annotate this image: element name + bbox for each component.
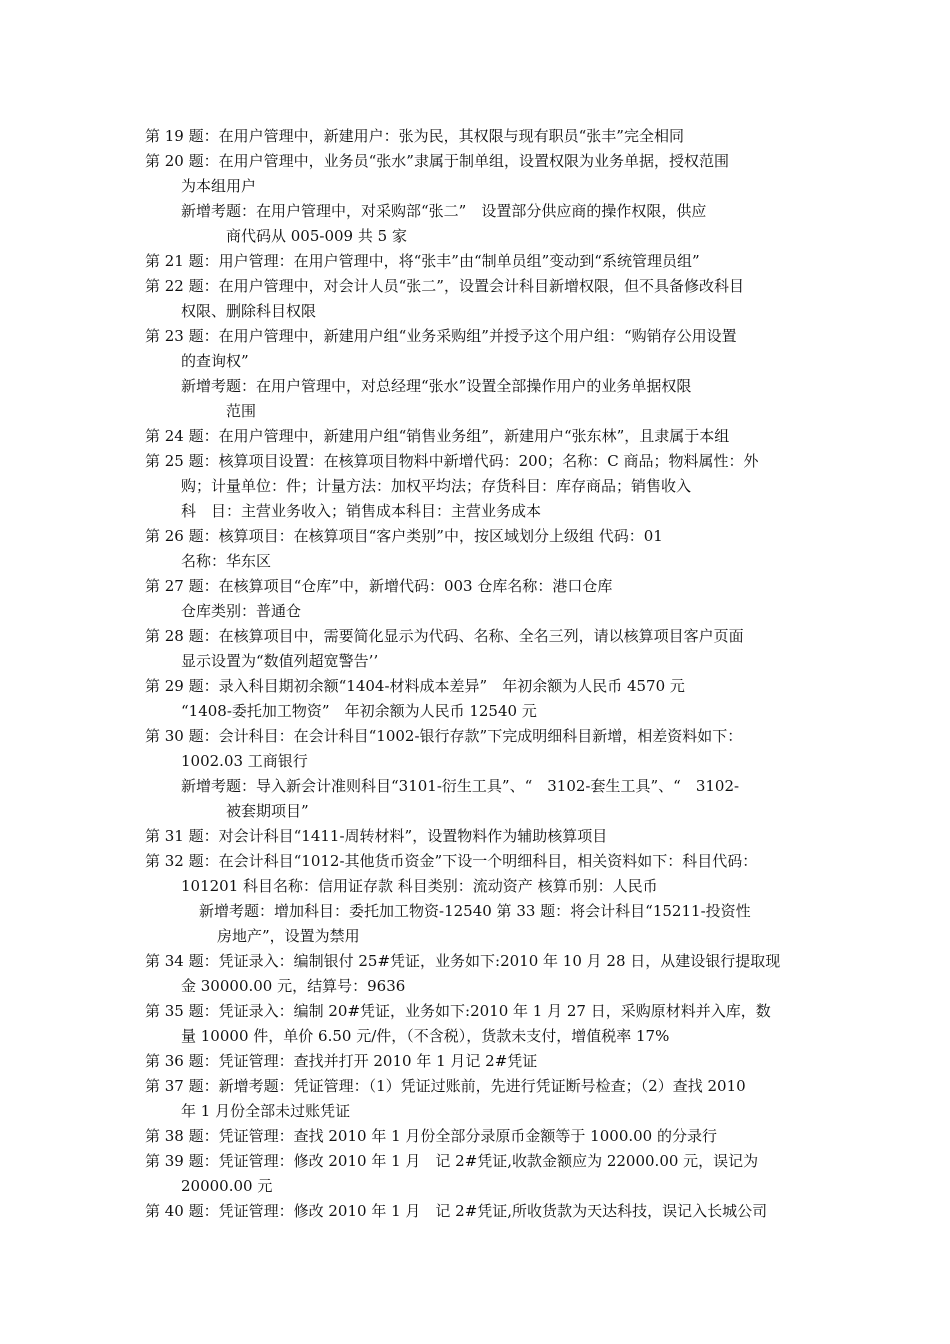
question-34-cont: 金 30000.00 元，结算号：9636 — [181, 977, 406, 995]
question-22-cont: 权限、删除科目权限 — [181, 302, 317, 320]
question-20: 第 20 题：在用户管理中，业务员“张水”隶属于制单组，设置权限为业务单据，授权范围 — [145, 152, 729, 170]
question-25-cont-1: 购；计量单位：件；计量方法：加权平均法；存货科目：库存商品；销售收入 — [181, 477, 692, 495]
question-23: 第 23 题：在用户管理中，新建用户组“业务采购组”并授予这个用户组：“购销存公用设置 — [145, 327, 737, 345]
question-26: 第 26 题：核算项目：在核算项目“客户类别”中，按区域划分上级组 代码：01 — [145, 527, 663, 545]
new-question-c-cont: 被套期项目” — [226, 802, 309, 820]
question-36: 第 36 题：凭证管理：查找并打开 2010 年 1 月记 2#凭证 — [145, 1052, 538, 1070]
question-38: 第 38 题：凭证管理：查找 2010 年 1 月份全部分录原币金额等于 1000.00 的分录行 — [145, 1127, 717, 1145]
question-28-cont: 显示设置为“数值列超宽警告’’ — [181, 652, 379, 670]
new-question-a-cont: 商代码从 005-009 共 5 家 — [226, 227, 407, 245]
question-28: 第 28 题：在核算项目中，需要简化显示为代码、名称、全名三列，请以核算项目客户页面 — [145, 627, 744, 645]
new-question-c: 新增考题：导入新会计准则科目“3101-衍生工具”、“ 3102-套生工具”、“ 3102- — [181, 777, 740, 795]
question-22: 第 22 题：在用户管理中，对会计人员“张二”，设置会计科目新增权限，但不具备修改科目 — [145, 277, 744, 295]
question-32: 第 32 题：在会计科目“1012-其他货币资金”下设一个明细科目，相关资料如下：科目代码： — [145, 852, 758, 870]
question-23-cont: 的查询权” — [181, 352, 249, 370]
question-25-cont-2: 科 目：主营业务收入；销售成本科目：主营业务成本 — [181, 502, 542, 520]
question-19: 第 19 题：在用户管理中，新建用户：张为民，其权限与现有职员“张丰”完全相同 — [145, 127, 684, 145]
question-29: 第 29 题：录入科目期初余额“1404-材料成本差异” 年初余额为人民币 4570 元 — [145, 677, 685, 695]
question-21: 第 21 题：用户管理：在用户管理中，将“张丰”由“制单员组”变动到“系统管理员组” — [145, 252, 700, 270]
new-question-b: 新增考题：在用户管理中，对总经理“张水”设置全部操作用户的业务单据权限 — [181, 377, 692, 395]
question-29-cont: “1408-委托加工物资” 年初余额为人民币 12540 元 — [181, 702, 537, 720]
question-25: 第 25 题：核算项目设置：在核算项目物料中新增代码：200；名称：C 商品；物料属性：外 — [145, 452, 759, 470]
new-question-d: 新增考题：增加科目：委托加工物资-12540 第 33 题：将会计科目“15211-投资性 — [199, 902, 751, 920]
new-question-d-cont: 房地产”，设置为禁用 — [217, 927, 360, 945]
question-37-cont: 年 1 月份全部未过账凭证 — [181, 1102, 351, 1120]
question-39: 第 39 题：凭证管理：修改 2010 年 1 月 记 2#凭证,收款金额应为 22000.00 元，误记为 — [145, 1152, 759, 1170]
question-24: 第 24 题：在用户管理中，新建用户组“销售业务组”，新建用户“张东林”，且隶属于本组 — [145, 427, 730, 445]
question-40: 第 40 题：凭证管理：修改 2010 年 1 月 记 2#凭证,所收货款为天达科技，误记入长城公司 — [145, 1202, 768, 1220]
question-34: 第 34 题：凭证录入：编制银付 25#凭证，业务如下:2010 年 10 月 28 日，从建设银行提取现 — [145, 952, 781, 970]
new-question-b-cont: 范围 — [226, 402, 257, 420]
question-30: 第 30 题：会计科目：在会计科目“1002-银行存款”下完成明细科目新增，相差资料如下： — [145, 727, 743, 745]
question-35-cont: 量 10000 件，单价 6.50 元/件，（不含税），货款未支付，增值税率 17% — [181, 1027, 670, 1045]
new-question-a: 新增考题：在用户管理中，对采购部“张二” 设置部分供应商的操作权限，供应 — [181, 202, 707, 220]
question-37: 第 37 题：新增考题：凭证管理：（1）凭证过账前，先进行凭证断号检查；（2）查找 2010 — [145, 1077, 746, 1095]
question-27: 第 27 题：在核算项目“仓库”中，新增代码：003 仓库名称：港口仓库 — [145, 577, 613, 595]
question-32-cont: 101201 科目名称：信用证存款 科目类别：流动资产 核算币别：人民币 — [181, 877, 658, 895]
question-27-cont: 仓库类别：普通仓 — [181, 602, 302, 620]
question-20-cont: 为本组用户 — [181, 177, 257, 195]
question-26-cont: 名称：华东区 — [181, 552, 272, 570]
question-31: 第 31 题：对会计科目“1411-周转材料”，设置物料作为辅助核算项目 — [145, 827, 608, 845]
question-30-cont: 1002.03 工商银行 — [181, 752, 308, 770]
question-35: 第 35 题：凭证录入：编制 20#凭证，业务如下:2010 年 1 月 27 日，采购原材料并入库，数 — [145, 1002, 771, 1020]
question-39-cont: 20000.00 元 — [181, 1177, 273, 1195]
